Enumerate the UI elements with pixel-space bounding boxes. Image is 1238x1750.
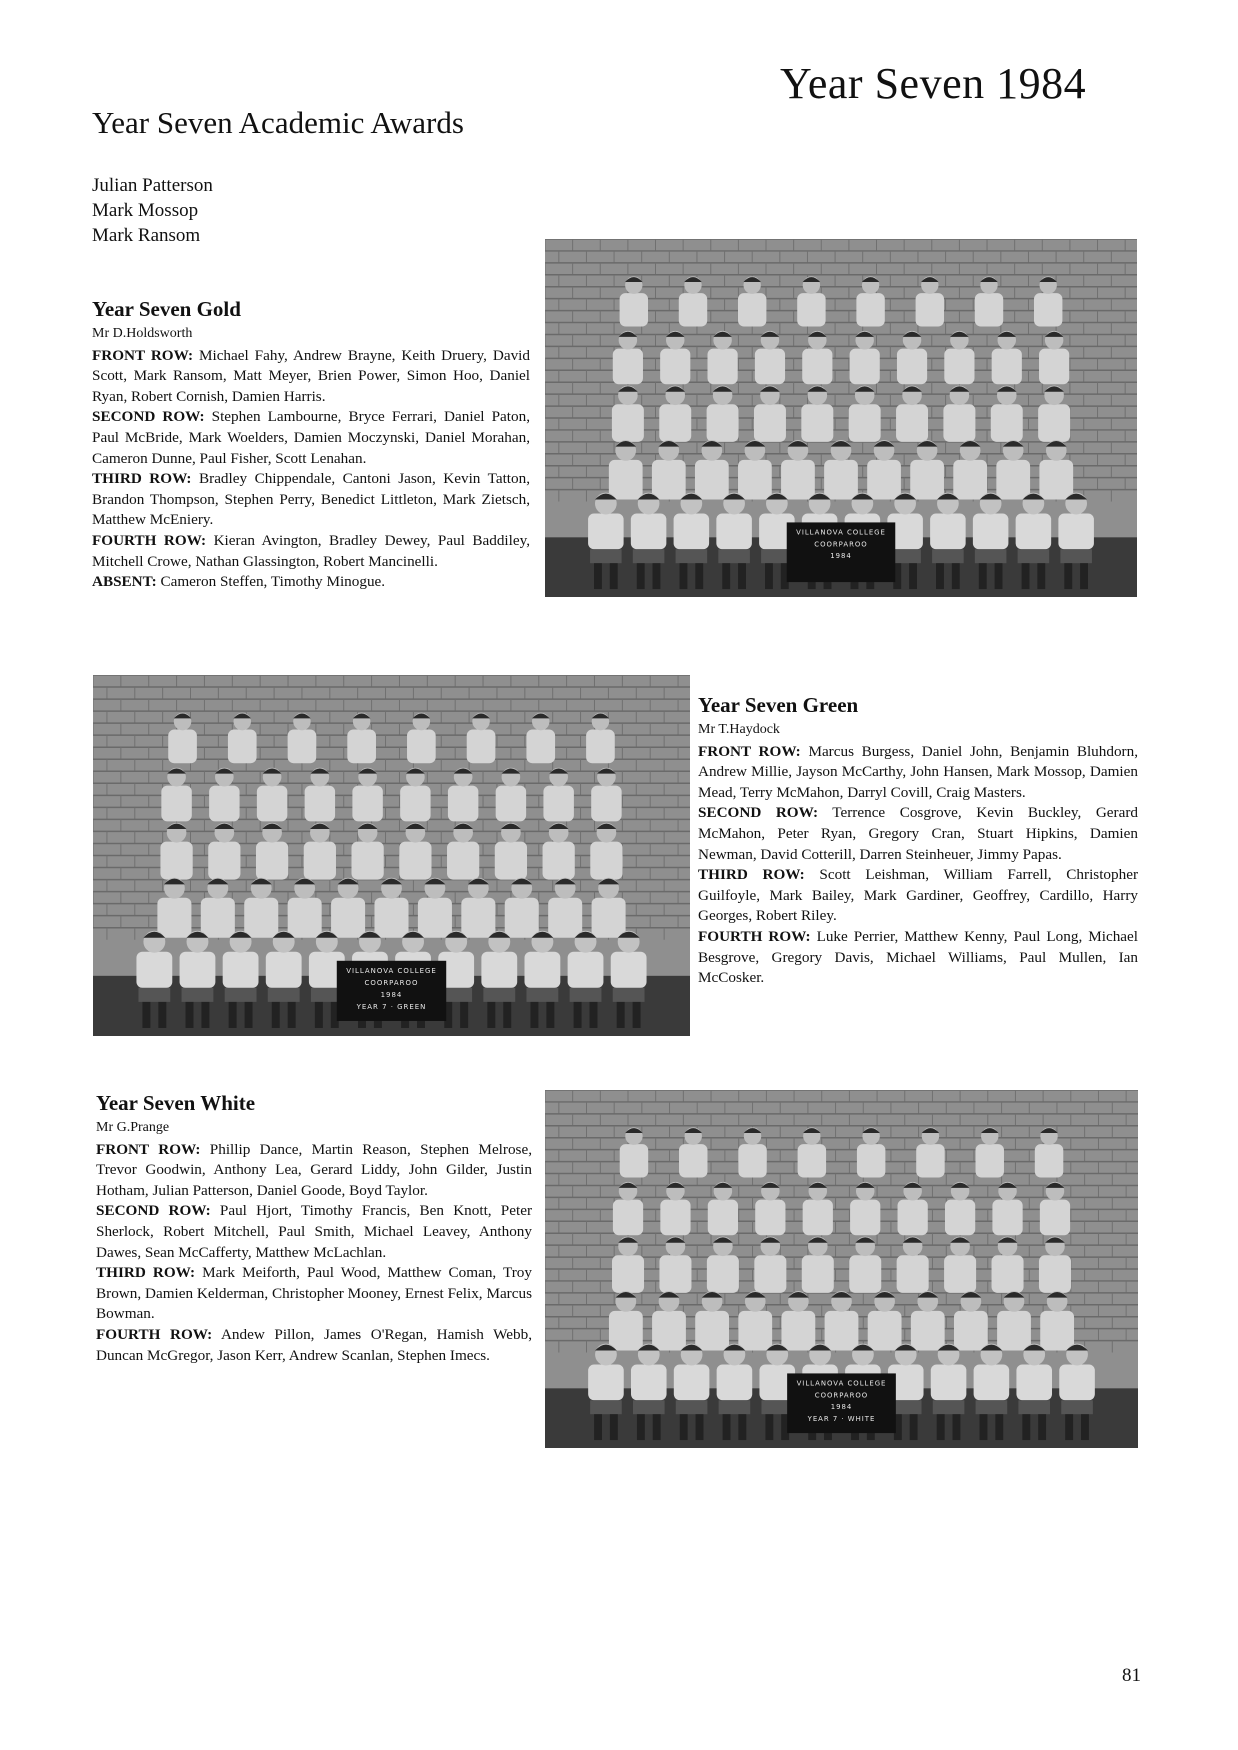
student-socks [574, 1002, 582, 1028]
row-fourth [96, 1325, 532, 1366]
student-shirt [801, 404, 833, 442]
student-shirt [997, 1311, 1031, 1351]
student-socks [1080, 563, 1088, 589]
student-shirt [695, 460, 729, 500]
section-heading: Year Seven White [96, 1091, 256, 1115]
student-shirt [467, 730, 496, 764]
student-shirt [496, 786, 526, 822]
student-socks [487, 1002, 495, 1028]
student-shirt [1040, 1200, 1070, 1236]
student-shirt [1035, 1144, 1063, 1177]
student-shirt [288, 898, 322, 938]
student-shirt [590, 842, 622, 880]
student-shirt [802, 1255, 834, 1293]
student-shirt [755, 1200, 785, 1236]
student-shorts [932, 549, 964, 563]
student-shirt [612, 1255, 644, 1293]
student-socks [995, 1414, 1003, 1440]
student-socks [936, 563, 944, 589]
student-shirt [244, 898, 278, 938]
award-recipient: Julian Patterson [92, 175, 213, 196]
student-shirt [481, 952, 517, 988]
row-label: SECOND ROW: [96, 1202, 211, 1220]
student-shorts [676, 549, 708, 563]
student-socks [590, 1002, 598, 1028]
student-socks [637, 563, 645, 589]
student-shirt [660, 1200, 690, 1236]
student-shirt [201, 898, 235, 938]
student-shirt [659, 1255, 691, 1293]
student-socks [695, 563, 703, 589]
student-socks [530, 1002, 538, 1028]
student-socks [765, 563, 773, 589]
student-shirt [461, 898, 495, 938]
student-shirt [896, 404, 928, 442]
row-names: Mark Meiforth, Paul Wood, Matthew Coman, Troy Brown, Damien Kelderman, Christopher Mooney, Ernest Felix, Marcus Bowman. [96, 1264, 532, 1323]
sign-text: YEAR 7 · WHITE [807, 1415, 876, 1424]
student-shorts [570, 988, 602, 1002]
student-shirt [755, 349, 785, 385]
student-shirt [447, 842, 479, 880]
row-label: THIRD ROW: [698, 866, 805, 884]
sign-text: YEAR 7 · GREEN [356, 1002, 427, 1011]
section-year-seven-green [698, 692, 1138, 989]
row-label: FOURTH ROW: [96, 1325, 213, 1343]
student-shirt [331, 898, 365, 938]
student-socks [995, 563, 1003, 589]
row-names: Bradley Chippendale, Cantoni Jason, Kevin Tatton, Brandon Thompson, Stephen Perry, Benedict Littleton, Mark Zietsch, Matthew McEniery. [92, 470, 531, 529]
student-socks [1065, 1414, 1073, 1440]
student-shirt [631, 513, 667, 549]
student-shirt [228, 730, 257, 764]
student-shirt [209, 786, 239, 822]
student-socks [142, 1002, 150, 1028]
student-shirt [157, 898, 191, 938]
student-shirt [495, 842, 527, 880]
student-shirt [352, 786, 382, 822]
student-socks [979, 563, 987, 589]
student-shirt [916, 293, 944, 326]
student-shirt [1034, 293, 1062, 326]
student-shirt [180, 952, 216, 988]
student-socks [980, 1414, 988, 1440]
student-shirt [631, 1364, 667, 1400]
student-socks [201, 1002, 209, 1028]
row-label: FRONT ROW: [96, 1140, 201, 1158]
student-shirt [802, 349, 832, 385]
student-shirt [674, 513, 710, 549]
student-shorts [633, 1400, 665, 1414]
student-shirt [716, 513, 752, 549]
sign-text: VILLANOVA COLLEGE [346, 966, 437, 975]
student-shirt [168, 730, 197, 764]
row-second [96, 1201, 532, 1263]
student-shirt [256, 842, 288, 880]
student-shirt [781, 1311, 815, 1351]
academic-awards-heading: Year Seven Academic Awards [92, 105, 464, 140]
row-names: Paul Hjort, Timothy Francis, Ben Knott, Peter Sherlock, Robert Mitchell, Paul Smith, Michael Leavey, Anthony Dawes, Sean McCafferty, Matthew McLachlan. [96, 1202, 533, 1261]
student-shirt [973, 513, 1009, 549]
student-shirt [305, 786, 335, 822]
row-names: Kieran Avington, Bradley Dewey, Paul Baddiley, Mitchell Crowe, Nathan Glassington, Robert Mancinelli. [92, 531, 531, 570]
student-socks [653, 563, 661, 589]
academic-awards-list [92, 173, 213, 248]
row-names: Stephen Lambourne, Bryce Ferrari, Daniel Paton, Paul McBride, Mark Woelders, Damien Moczynski, Daniel Morahan, Cameron Dunne, Paul Fisher, Scott Lenahan. [92, 408, 530, 467]
student-shorts [613, 988, 645, 1002]
student-socks [229, 1002, 237, 1028]
student-socks [953, 1414, 961, 1440]
student-shorts [1060, 549, 1092, 563]
student-shirt [996, 460, 1030, 500]
sign-text: 1984 [380, 990, 403, 999]
photo-image [545, 239, 1137, 597]
student-shirt [611, 952, 647, 988]
row-third [92, 469, 530, 531]
sign-text: COORPAROO [814, 1391, 869, 1400]
student-shirt [897, 1255, 929, 1293]
student-socks [1022, 1414, 1030, 1440]
student-shirt [798, 1144, 826, 1177]
student-shirt [931, 1364, 967, 1400]
student-shirt [1038, 404, 1070, 442]
student-shorts [590, 549, 622, 563]
student-socks [653, 1414, 661, 1440]
student-socks [245, 1002, 253, 1028]
class-photo-gold [545, 239, 1137, 597]
student-shirt [738, 460, 772, 500]
student-shirt [850, 349, 880, 385]
student-shirt [708, 1200, 738, 1236]
student-shirt [707, 1255, 739, 1293]
student-shirt [543, 786, 573, 822]
row-names: Cameron Steffen, Timothy Minogue. [160, 573, 386, 591]
student-socks [633, 1002, 641, 1028]
student-socks [460, 1002, 468, 1028]
student-shirt [505, 898, 539, 938]
student-shorts [933, 1400, 965, 1414]
student-shirt [975, 293, 1003, 326]
student-socks [272, 1002, 280, 1028]
student-socks [722, 563, 730, 589]
student-shirt [592, 898, 626, 938]
section-year-seven-gold [92, 296, 530, 593]
student-socks [738, 563, 746, 589]
row-names: Andew Pillon, James O'Regan, Hamish Webb, Duncan McGregor, Jason Kerr, Andrew Scanlan, Stephen Imecs. [96, 1325, 533, 1364]
row-label: FOURTH ROW: [92, 531, 207, 549]
row-third [698, 865, 1138, 927]
student-shirt [898, 1200, 928, 1236]
row-names: Scott Leishman, William Farrell, Christopher Guilfoyle, Mark Bailey, Mark Gardiner, Geoffrey, Cardillo, Harry Georges, Robert Riley. [698, 866, 1139, 925]
row-names: Terrence Cosgrove, Kevin Buckley, Gerard McMahon, Peter Ryan, Gregory Cran, Stuart Hipkins, Damien Newman, David Cotterill, Darren Steinheuer, Jimmy Papas. [698, 804, 1138, 863]
student-socks [594, 1414, 602, 1440]
student-shirt [856, 293, 884, 326]
student-shorts [976, 1400, 1008, 1414]
student-shirt [857, 1144, 885, 1177]
student-shorts [1018, 1400, 1050, 1414]
section-heading: Year Seven Green [698, 693, 859, 717]
student-shirt [954, 1311, 988, 1351]
award-recipient: Mark Ransom [92, 225, 201, 246]
student-shorts [483, 988, 515, 1002]
student-shirt [738, 1311, 772, 1351]
student-shirt [849, 1255, 881, 1293]
student-shirt [543, 842, 575, 880]
teacher-name: Mr G.Prange [96, 1120, 170, 1135]
student-shirt [797, 293, 825, 326]
student-socks [937, 1414, 945, 1440]
student-socks [1081, 1414, 1089, 1440]
student-shirt [850, 1200, 880, 1236]
student-socks [315, 1002, 323, 1028]
student-shirt [418, 898, 452, 938]
student-socks [1064, 563, 1072, 589]
student-socks [1037, 563, 1045, 589]
student-shirt [916, 1144, 944, 1177]
sign-text: VILLANOVA COLLEGE [796, 1379, 887, 1388]
sign-text: COORPAROO [364, 978, 419, 987]
page-title: Year Seven 1984 [780, 59, 1087, 108]
class-photo-white [545, 1090, 1138, 1448]
student-shirt [568, 952, 604, 988]
student-socks [617, 1002, 625, 1028]
student-shirt [524, 952, 560, 988]
student-shirt [588, 513, 624, 549]
student-socks [909, 563, 917, 589]
sign-text: 1984 [830, 1403, 853, 1412]
student-socks [680, 1414, 688, 1440]
student-shirt [911, 1311, 945, 1351]
row-second [92, 407, 530, 469]
student-shirt [1016, 513, 1052, 549]
sign-text: 1984 [830, 552, 852, 561]
student-shirt [448, 786, 478, 822]
row-front [698, 742, 1138, 804]
row-label: FRONT ROW: [92, 346, 194, 364]
row-names: Phillip Dance, Martin Reason, Stephen Melrose, Trevor Goodwin, Anthony Lea, Gerard Liddy, John Gilder, Justin Hotham, Julian Patterson, Daniel Goode, Boyd Taylor. [96, 1140, 533, 1199]
student-socks [158, 1002, 166, 1028]
photo-image [545, 1090, 1138, 1448]
student-socks [1038, 1414, 1046, 1440]
student-shirt [754, 404, 786, 442]
student-shirt [660, 349, 690, 385]
row-label: THIRD ROW: [92, 470, 192, 488]
student-shorts [590, 1400, 622, 1414]
student-shirt [976, 1144, 1004, 1177]
student-shirt [208, 842, 240, 880]
student-shorts [138, 988, 170, 1002]
student-shirt [679, 293, 707, 326]
student-shirt [1039, 460, 1073, 500]
student-socks [503, 1002, 511, 1028]
student-shirt [944, 1255, 976, 1293]
row-fourth [698, 927, 1138, 989]
student-shirt [548, 898, 582, 938]
row-label: SECOND ROW: [92, 408, 205, 426]
student-shirt [992, 1200, 1022, 1236]
row-label: FOURTH ROW: [698, 927, 811, 945]
student-shirt [1058, 513, 1094, 549]
photo-image [93, 675, 690, 1036]
student-shirt [738, 293, 766, 326]
student-socks [680, 563, 688, 589]
student-shirt [707, 404, 739, 442]
row-second [698, 803, 1138, 865]
student-socks [546, 1002, 554, 1028]
student-shirt [609, 1311, 643, 1351]
student-shirt [1016, 1364, 1052, 1400]
student-shirt [992, 349, 1022, 385]
student-shirt [304, 842, 336, 880]
class-photo-green [93, 675, 690, 1036]
student-shirt [944, 349, 974, 385]
student-shirt [825, 1311, 859, 1351]
student-shirt [943, 404, 975, 442]
student-shirt [717, 1364, 753, 1400]
row-label: SECOND ROW: [698, 804, 819, 822]
student-shirt [991, 404, 1023, 442]
student-shirt [652, 1311, 686, 1351]
student-shirt [674, 1364, 710, 1400]
row-label: ABSENT: [92, 573, 157, 591]
student-shirt [1039, 349, 1069, 385]
student-shirt [586, 730, 615, 764]
student-shirt [930, 513, 966, 549]
student-shirt [910, 460, 944, 500]
section-heading: Year Seven Gold [92, 297, 241, 321]
student-shirt [695, 1311, 729, 1351]
student-socks [610, 1414, 618, 1440]
student-shirt [161, 786, 191, 822]
student-shirt [974, 1364, 1010, 1400]
student-shirt [399, 842, 431, 880]
student-socks [637, 1414, 645, 1440]
student-shirt [754, 1255, 786, 1293]
student-shirt [1040, 1311, 1074, 1351]
student-shirt [659, 404, 691, 442]
student-shirt [849, 404, 881, 442]
student-shirt [953, 460, 987, 500]
student-shirt [708, 349, 738, 385]
student-shirt [612, 404, 644, 442]
student-shorts [268, 988, 300, 1002]
award-recipient: Mark Mossop [92, 200, 199, 221]
student-shirt [824, 460, 858, 500]
student-shirt [591, 786, 621, 822]
row-names: Marcus Burgess, Daniel John, Benjamin Bluhdorn, Andrew Millie, Jayson McCarthy, John Hansen, Mark Mossop, Damien Mead, Terry McMahon, Darryl Covill, Craig Masters. [698, 742, 1139, 801]
sign-text: VILLANOVA COLLEGE [796, 528, 886, 537]
sign-text: COORPAROO [814, 540, 868, 549]
student-shirt [803, 1200, 833, 1236]
student-shirt [679, 1144, 707, 1177]
student-shirt [266, 952, 302, 988]
row-names: Michael Fahy, Andrew Brayne, Keith Druery, David Scott, Mark Ransom, Matt Meyer, Brien Power, Simon Hoo, Daniel Ryan, Robert Cornish, Damien Harris. [92, 346, 530, 405]
student-shirt [526, 730, 555, 764]
student-shirt [897, 349, 927, 385]
student-shorts [633, 549, 665, 563]
row-third [96, 1263, 532, 1325]
student-shirt [136, 952, 172, 988]
student-socks [288, 1002, 296, 1028]
row-label: THIRD ROW: [96, 1264, 196, 1282]
student-shirt [352, 842, 384, 880]
student-socks [1022, 563, 1030, 589]
student-socks [594, 563, 602, 589]
row-front [96, 1140, 532, 1202]
student-shirt [1059, 1364, 1095, 1400]
teacher-name: Mr T.Haydock [698, 722, 780, 737]
student-shirt [945, 1200, 975, 1236]
student-shirt [652, 460, 686, 500]
row-label: FRONT ROW: [698, 742, 801, 760]
row-front [92, 346, 530, 408]
student-shirt [620, 293, 648, 326]
student-shorts [719, 1400, 751, 1414]
student-shirt [868, 1311, 902, 1351]
student-shirt [613, 349, 643, 385]
row-fourth [92, 531, 530, 572]
student-socks [610, 563, 618, 589]
teacher-name: Mr D.Holdsworth [92, 326, 193, 341]
student-shorts [975, 549, 1007, 563]
student-shirt [1039, 1255, 1071, 1293]
student-shirt [588, 1364, 624, 1400]
student-socks [952, 563, 960, 589]
student-socks [738, 1414, 746, 1440]
student-shirt [347, 730, 376, 764]
student-shorts [1018, 549, 1050, 563]
student-shorts [526, 988, 558, 1002]
student-shorts [718, 549, 750, 563]
row-names: Luke Perrier, Matthew Kenny, Paul Long, Michael Besgrove, Gregory Davis, Michael Williams, Paul Mullen, Ian McCosker. [698, 927, 1138, 987]
student-shirt [620, 1144, 648, 1177]
student-shirt [288, 730, 317, 764]
student-shirt [781, 460, 815, 500]
row-absent [92, 572, 530, 593]
student-shirt [223, 952, 259, 988]
student-shorts [225, 988, 257, 1002]
page-number: 81 [1122, 1665, 1141, 1686]
student-shirt [374, 898, 408, 938]
student-socks [910, 1414, 918, 1440]
student-shirt [613, 1200, 643, 1236]
student-socks [765, 1414, 773, 1440]
student-socks [723, 1414, 731, 1440]
student-shirt [400, 786, 430, 822]
student-shirt [738, 1144, 766, 1177]
student-shirt [160, 842, 192, 880]
student-socks [186, 1002, 194, 1028]
student-shorts [1061, 1400, 1093, 1414]
student-shirt [257, 786, 287, 822]
student-shirt [867, 460, 901, 500]
section-year-seven-white [96, 1090, 532, 1366]
student-shirt [609, 460, 643, 500]
student-socks [696, 1414, 704, 1440]
student-shirt [992, 1255, 1024, 1293]
student-shirt [407, 730, 436, 764]
student-shorts [182, 988, 214, 1002]
student-shorts [676, 1400, 708, 1414]
